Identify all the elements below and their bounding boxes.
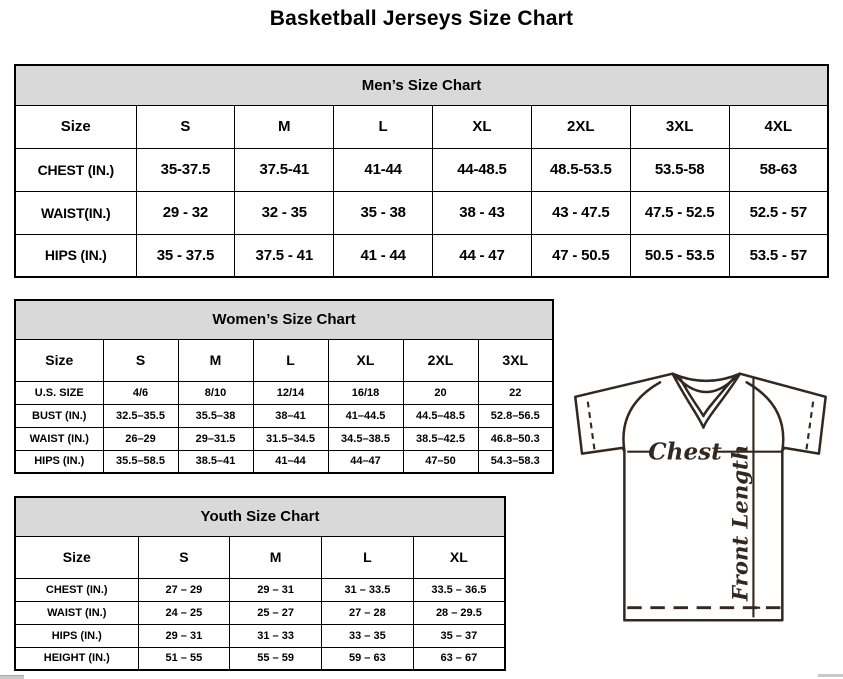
table-cell: 31 – 33 [230, 624, 322, 647]
jersey-measurement-diagram [556, 358, 843, 635]
womens-size-chart-table [14, 299, 554, 474]
table-row [15, 381, 553, 404]
table-cell: 50.5 - 53.5 [630, 234, 729, 277]
table-cell: 37.5-41 [235, 148, 334, 191]
table-cell: 35.5–38 [178, 404, 253, 427]
table-cell: 38.5–42.5 [403, 427, 478, 450]
table-cell: 29 – 31 [138, 624, 230, 647]
row-label: CHEST (IN.) [15, 578, 138, 601]
table-cell: 31.5–34.5 [253, 427, 328, 450]
table-cell: 55 – 59 [230, 647, 322, 670]
jersey-collar-back-line [673, 374, 740, 381]
table-cell: 52.8–56.5 [478, 404, 553, 427]
table-cell: 52.5 - 57 [729, 191, 828, 234]
table-cell: 38–41 [253, 404, 328, 427]
jersey-right-armhole-seam [747, 382, 784, 450]
row-label: WAIST (IN.) [15, 601, 138, 624]
column-header: L [253, 339, 328, 381]
table-cell: 34.5–38.5 [328, 427, 403, 450]
table-cell: 27 – 28 [322, 601, 414, 624]
table-cell: 58-63 [729, 148, 828, 191]
table-row [15, 624, 505, 647]
table-cell: 44 - 47 [433, 234, 532, 277]
table-cell: 35-37.5 [136, 148, 235, 191]
right-cuff-dashed-line [806, 402, 813, 450]
row-label: BUST (IN.) [15, 404, 103, 427]
table-row [15, 191, 828, 234]
table-cell: 41–44.5 [328, 404, 403, 427]
table-title-row [15, 65, 828, 105]
table-cell: 53.5-58 [630, 148, 729, 191]
row-label: HIPS (IN.) [15, 234, 136, 277]
table-title: Men’s Size Chart [15, 65, 828, 105]
column-header-row [15, 105, 828, 148]
column-header: L [322, 536, 414, 578]
table-cell: 29 – 31 [230, 578, 322, 601]
table-row [15, 427, 553, 450]
row-label: HIPS (IN.) [15, 450, 103, 473]
mens-size-chart-table [14, 64, 829, 278]
table-cell: 32 - 35 [235, 191, 334, 234]
table-title: Youth Size Chart [15, 497, 505, 536]
table-row [15, 148, 828, 191]
table-cell: 27 – 29 [138, 578, 230, 601]
table-cell: 43 - 47.5 [531, 191, 630, 234]
column-header-row [15, 339, 553, 381]
table-cell: 35 - 37.5 [136, 234, 235, 277]
table-cell: 46.8–50.3 [478, 427, 553, 450]
chest-label: Chest [648, 438, 722, 466]
table-cell: 59 – 63 [322, 647, 414, 670]
table-cell: 44-48.5 [433, 148, 532, 191]
table-cell: 22 [478, 381, 553, 404]
table-cell: 35 – 37 [413, 624, 505, 647]
table-cell: 51 – 55 [138, 647, 230, 670]
table-cell: 47.5 - 52.5 [630, 191, 729, 234]
column-header: Size [15, 105, 136, 148]
table-row [15, 450, 553, 473]
table-title-row [15, 497, 505, 536]
jersey-body-outline [624, 451, 782, 621]
youth-size-chart-table [14, 496, 506, 671]
table-cell: 37.5 - 41 [235, 234, 334, 277]
table-cell: 24 – 25 [138, 601, 230, 624]
table-cell: 29–31.5 [178, 427, 253, 450]
column-header: 2XL [403, 339, 478, 381]
column-header: S [136, 105, 235, 148]
table-cell: 28 – 29.5 [413, 601, 505, 624]
column-header: XL [328, 339, 403, 381]
cropped-bottom-left-fragment [0, 675, 24, 679]
row-label: HIPS (IN.) [15, 624, 138, 647]
front-length-label: Front Length [727, 444, 753, 601]
row-label: WAIST (IN.) [15, 427, 103, 450]
left-cuff-dashed-line [588, 402, 595, 450]
table-cell: 12/14 [253, 381, 328, 404]
column-header: XL [433, 105, 532, 148]
table-title-row [15, 300, 553, 339]
table-cell: 47–50 [403, 450, 478, 473]
column-header-row [15, 536, 505, 578]
table-cell: 38.5–41 [178, 450, 253, 473]
table-cell: 31 – 33.5 [322, 578, 414, 601]
column-header: 4XL [729, 105, 828, 148]
cropped-bottom-right-fragment [818, 674, 843, 677]
column-header: L [334, 105, 433, 148]
table-cell: 54.3–58.3 [478, 450, 553, 473]
row-label: WAIST(IN.) [15, 191, 136, 234]
row-label: U.S. SIZE [15, 381, 103, 404]
row-label: HEIGHT (IN.) [15, 647, 138, 670]
column-header: XL [413, 536, 505, 578]
column-header: Size [15, 339, 103, 381]
table-row [15, 601, 505, 624]
column-header: S [138, 536, 230, 578]
table-cell: 26–29 [103, 427, 178, 450]
table-cell: 4/6 [103, 381, 178, 404]
table-row [15, 234, 828, 277]
table-cell: 20 [403, 381, 478, 404]
table-cell: 35 - 38 [334, 191, 433, 234]
column-header: Size [15, 536, 138, 578]
page-title: Basketball Jerseys Size Chart [269, 7, 574, 30]
table-cell: 41-44 [334, 148, 433, 191]
table-row [15, 578, 505, 601]
column-header: 2XL [531, 105, 630, 148]
table-cell: 41 - 44 [334, 234, 433, 277]
table-cell: 29 - 32 [136, 191, 235, 234]
table-cell: 63 – 67 [413, 647, 505, 670]
column-header: M [178, 339, 253, 381]
table-cell: 33.5 – 36.5 [413, 578, 505, 601]
column-header: M [235, 105, 334, 148]
column-header: S [103, 339, 178, 381]
table-cell: 47 - 50.5 [531, 234, 630, 277]
table-cell: 35.5–58.5 [103, 450, 178, 473]
table-cell: 48.5-53.5 [531, 148, 630, 191]
column-header: M [230, 536, 322, 578]
table-title: Women’s Size Chart [15, 300, 553, 339]
table-cell: 41–44 [253, 450, 328, 473]
table-cell: 8/10 [178, 381, 253, 404]
table-cell: 53.5 - 57 [729, 234, 828, 277]
column-header: 3XL [630, 105, 729, 148]
table-cell: 38 - 43 [433, 191, 532, 234]
table-cell: 33 – 35 [322, 624, 414, 647]
table-row [15, 404, 553, 427]
row-label: CHEST (IN.) [15, 148, 136, 191]
table-row [15, 647, 505, 670]
table-cell: 44–47 [328, 450, 403, 473]
column-header: 3XL [478, 339, 553, 381]
table-cell: 25 – 27 [230, 601, 322, 624]
table-cell: 16/18 [328, 381, 403, 404]
table-cell: 32.5–35.5 [103, 404, 178, 427]
table-cell: 44.5–48.5 [403, 404, 478, 427]
